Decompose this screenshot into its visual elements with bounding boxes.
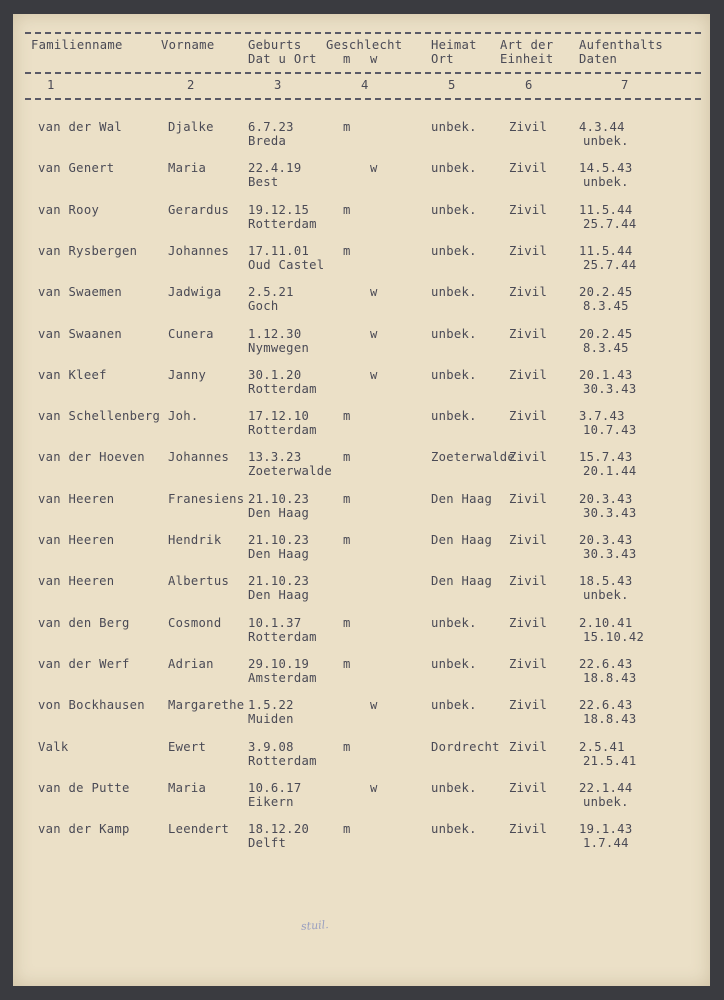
geburtsort-cell: Den Haag	[248, 588, 310, 603]
geschlecht-w-cell: w	[370, 367, 378, 382]
geburtsort-cell: Muiden	[248, 712, 294, 727]
geburtsort-cell: Best	[248, 175, 279, 190]
document-sheet	[13, 14, 710, 986]
geschlecht-m-cell: m	[343, 202, 351, 217]
header-art-der: Art der	[500, 38, 554, 52]
aufenthalt-von-cell: 15.7.43	[579, 450, 633, 465]
aufenthalt-bis-cell: 15.10.42	[583, 629, 645, 644]
vorname-cell: Leendert	[168, 822, 230, 837]
column-number: 4	[361, 78, 369, 92]
geburtsort-cell: Goch	[248, 299, 279, 314]
geburtsdatum-cell: 1.5.22	[248, 698, 294, 713]
header-daten: Daten	[579, 52, 618, 66]
header-geschlecht-w: w	[370, 52, 378, 66]
column-number: 3	[274, 78, 282, 92]
aufenthalt-bis-cell: 30.3.43	[583, 381, 637, 396]
heimat-ort-cell: unbek.	[431, 698, 477, 713]
vorname-cell: Hendrik	[168, 533, 222, 547]
aufenthalt-bis-cell: 21.5.41	[583, 753, 637, 768]
geburtsort-cell: Zoeterwalde	[248, 464, 333, 479]
vorname-cell: Maria	[168, 161, 207, 176]
heimat-ort-cell: unbek.	[431, 120, 477, 134]
familienname-cell: van Heeren	[38, 491, 115, 506]
header-aufenthalts: Aufenthalts	[579, 38, 664, 52]
geburtsdatum-cell: 21.10.23	[248, 574, 310, 589]
aufenthalt-bis-cell: 18.8.43	[583, 712, 637, 727]
art-der-einheit-cell: Zivil	[509, 409, 548, 424]
aufenthalt-von-cell: 3.7.43	[579, 409, 625, 424]
art-der-einheit-cell: Zivil	[509, 326, 548, 341]
handwritten-signature: stuil.	[300, 918, 330, 933]
vorname-cell: Djalke	[168, 120, 214, 134]
art-der-einheit-cell: Zivil	[509, 202, 548, 217]
geburtsort-cell: Rotterdam	[248, 216, 317, 231]
heimat-ort-cell: unbek.	[431, 780, 477, 795]
familienname-cell: van Swaanen	[38, 326, 123, 341]
header-heimat: Heimat	[431, 38, 477, 52]
aufenthalt-bis-cell: 10.7.43	[583, 423, 637, 438]
heimat-ort-cell: Den Haag	[431, 491, 493, 506]
geburtsdatum-cell: 17.12.10	[248, 409, 310, 424]
geschlecht-w-cell: w	[370, 285, 378, 300]
header-einheit: Einheit	[500, 52, 554, 66]
aufenthalt-bis-cell: 30.3.43	[583, 547, 637, 561]
heimat-ort-cell: unbek.	[431, 367, 477, 382]
aufenthalt-bis-cell: unbek.	[583, 175, 629, 190]
geschlecht-m-cell: m	[343, 739, 351, 754]
geburtsdatum-cell: 21.10.23	[248, 491, 310, 506]
heimat-ort-cell: Dordrecht	[431, 739, 500, 754]
header-familienname: Familienname	[31, 38, 123, 52]
art-der-einheit-cell: Zivil	[509, 285, 548, 300]
geschlecht-m-cell: m	[343, 615, 351, 630]
heimat-ort-cell: Den Haag	[431, 533, 493, 547]
aufenthalt-von-cell: 2.5.41	[579, 739, 625, 754]
art-der-einheit-cell: Zivil	[509, 698, 548, 713]
aufenthalt-bis-cell: unbek.	[583, 588, 629, 603]
geschlecht-m-cell: m	[343, 243, 351, 258]
aufenthalt-bis-cell: 25.7.44	[583, 257, 637, 272]
familienname-cell: van der Werf	[38, 656, 130, 671]
geburtsdatum-cell: 17.11.01	[248, 243, 310, 258]
art-der-einheit-cell: Zivil	[509, 161, 548, 176]
heimat-ort-cell: unbek.	[431, 615, 477, 630]
aufenthalt-bis-cell: unbek.	[583, 134, 629, 148]
geburtsort-cell: Amsterdam	[248, 670, 317, 685]
art-der-einheit-cell: Zivil	[509, 491, 548, 506]
vorname-cell: Ewert	[168, 739, 207, 754]
geschlecht-m-cell: m	[343, 491, 351, 506]
geschlecht-m-cell: m	[343, 656, 351, 671]
aufenthalt-von-cell: 20.2.45	[579, 326, 633, 341]
geburtsdatum-cell: 10.1.37	[248, 615, 302, 630]
header-geschlecht-m: m	[343, 52, 351, 66]
geburtsort-cell: Rotterdam	[248, 381, 317, 396]
heimat-ort-cell: Zoeterwalde	[431, 450, 516, 465]
vorname-cell: Joh.	[168, 409, 199, 424]
familienname-cell: van der Hoeven	[38, 450, 145, 465]
geburtsort-cell: Delft	[248, 836, 287, 851]
art-der-einheit-cell: Zivil	[509, 615, 548, 630]
column-number: 1	[47, 78, 55, 92]
header-geburts: Geburts	[248, 38, 302, 52]
vorname-cell: Adrian	[168, 656, 214, 671]
heimat-ort-cell: unbek.	[431, 822, 477, 837]
art-der-einheit-cell: Zivil	[509, 533, 548, 547]
geschlecht-m-cell: m	[343, 533, 351, 547]
vorname-cell: Albertus	[168, 574, 230, 589]
art-der-einheit-cell: Zivil	[509, 450, 548, 465]
top-dashed-rule	[25, 32, 701, 34]
aufenthalt-bis-cell: 25.7.44	[583, 216, 637, 231]
heimat-ort-cell: unbek.	[431, 243, 477, 258]
aufenthalt-bis-cell: 8.3.45	[583, 340, 629, 355]
aufenthalt-bis-cell: 8.3.45	[583, 299, 629, 314]
heimat-ort-cell: unbek.	[431, 285, 477, 300]
art-der-einheit-cell: Zivil	[509, 822, 548, 837]
geburtsort-cell: Nymwegen	[248, 340, 310, 355]
art-der-einheit-cell: Zivil	[509, 120, 548, 134]
header-dashed-rule	[25, 72, 701, 74]
familienname-cell: van Rooy	[38, 202, 100, 217]
geburtsort-cell: Rotterdam	[248, 423, 317, 438]
familienname-cell: Valk	[38, 739, 69, 754]
art-der-einheit-cell: Zivil	[509, 367, 548, 382]
aufenthalt-von-cell: 11.5.44	[579, 202, 633, 217]
vorname-cell: Margarethe	[168, 698, 245, 713]
familienname-cell: van Swaemen	[38, 285, 123, 300]
geschlecht-m-cell: m	[343, 822, 351, 837]
vorname-cell: Janny	[168, 367, 207, 382]
geburtsdatum-cell: 6.7.23	[248, 120, 294, 134]
geburtsort-cell: Den Haag	[248, 505, 310, 520]
geburtsdatum-cell: 19.12.15	[248, 202, 310, 217]
heimat-ort-cell: unbek.	[431, 409, 477, 424]
aufenthalt-von-cell: 11.5.44	[579, 243, 633, 258]
familienname-cell: von Bockhausen	[38, 698, 145, 713]
geschlecht-w-cell: w	[370, 161, 378, 176]
aufenthalt-von-cell: 20.1.43	[579, 367, 633, 382]
aufenthalt-von-cell: 18.5.43	[579, 574, 633, 589]
heimat-ort-cell: unbek.	[431, 326, 477, 341]
aufenthalt-bis-cell: 20.1.44	[583, 464, 637, 479]
aufenthalt-von-cell: 22.1.44	[579, 780, 633, 795]
vorname-cell: Cunera	[168, 326, 214, 341]
familienname-cell: van den Berg	[38, 615, 130, 630]
geburtsdatum-cell: 21.10.23	[248, 533, 310, 547]
aufenthalt-von-cell: 4.3.44	[579, 120, 625, 134]
column-number: 2	[187, 78, 195, 92]
geburtsdatum-cell: 18.12.20	[248, 822, 310, 837]
aufenthalt-von-cell: 20.3.43	[579, 533, 633, 547]
aufenthalt-bis-cell: 18.8.43	[583, 670, 637, 685]
geburtsdatum-cell: 29.10.19	[248, 656, 310, 671]
geburtsort-cell: Oud Castel	[248, 257, 325, 272]
art-der-einheit-cell: Zivil	[509, 656, 548, 671]
vorname-cell: Johannes	[168, 450, 230, 465]
geschlecht-m-cell: m	[343, 450, 351, 465]
aufenthalt-von-cell: 22.6.43	[579, 698, 633, 713]
art-der-einheit-cell: Zivil	[509, 739, 548, 754]
familienname-cell: van Heeren	[38, 533, 115, 547]
header-dat-u-ort: Dat u Ort	[248, 52, 317, 66]
vorname-cell: Johannes	[168, 243, 230, 258]
geburtsdatum-cell: 10.6.17	[248, 780, 302, 795]
aufenthalt-von-cell: 20.3.43	[579, 491, 633, 506]
geschlecht-w-cell: w	[370, 326, 378, 341]
aufenthalt-von-cell: 19.1.43	[579, 822, 633, 837]
geburtsdatum-cell: 13.3.23	[248, 450, 302, 465]
geburtsdatum-cell: 2.5.21	[248, 285, 294, 300]
geburtsort-cell: Eikern	[248, 794, 294, 809]
vorname-cell: Jadwiga	[168, 285, 222, 300]
header-geschlecht: Geschlecht	[326, 38, 403, 52]
header-vorname: Vorname	[161, 38, 215, 52]
familienname-cell: van Kleef	[38, 367, 107, 382]
vorname-cell: Franesiens	[168, 491, 245, 506]
familienname-cell: van Heeren	[38, 574, 115, 589]
geburtsort-cell: Breda	[248, 134, 287, 148]
familienname-cell: van Genert	[38, 161, 115, 176]
aufenthalt-von-cell: 2.10.41	[579, 615, 633, 630]
aufenthalt-von-cell: 14.5.43	[579, 161, 633, 176]
column-number: 7	[621, 78, 629, 92]
geburtsort-cell: Rotterdam	[248, 753, 317, 768]
geschlecht-m-cell: m	[343, 120, 351, 134]
geburtsort-cell: Rotterdam	[248, 629, 317, 644]
familienname-cell: van de Putte	[38, 780, 130, 795]
heimat-ort-cell: unbek.	[431, 202, 477, 217]
heimat-ort-cell: Den Haag	[431, 574, 493, 589]
geburtsdatum-cell: 1.12.30	[248, 326, 302, 341]
geschlecht-w-cell: w	[370, 780, 378, 795]
art-der-einheit-cell: Zivil	[509, 780, 548, 795]
column-number: 5	[448, 78, 456, 92]
geburtsdatum-cell: 22.4.19	[248, 161, 302, 176]
familienname-cell: van der Wal	[38, 120, 123, 134]
aufenthalt-von-cell: 22.6.43	[579, 656, 633, 671]
aufenthalt-bis-cell: 30.3.43	[583, 505, 637, 520]
aufenthalt-bis-cell: unbek.	[583, 794, 629, 809]
column-number: 6	[525, 78, 533, 92]
geburtsdatum-cell: 3.9.08	[248, 739, 294, 754]
numbers-dashed-rule	[25, 98, 701, 100]
vorname-cell: Cosmond	[168, 615, 222, 630]
familienname-cell: van Rysbergen	[38, 243, 138, 258]
header-ort: Ort	[431, 52, 454, 66]
heimat-ort-cell: unbek.	[431, 161, 477, 176]
geburtsdatum-cell: 30.1.20	[248, 367, 302, 382]
geschlecht-w-cell: w	[370, 698, 378, 713]
art-der-einheit-cell: Zivil	[509, 574, 548, 589]
art-der-einheit-cell: Zivil	[509, 243, 548, 258]
heimat-ort-cell: unbek.	[431, 656, 477, 671]
aufenthalt-bis-cell: 1.7.44	[583, 836, 629, 851]
vorname-cell: Gerardus	[168, 202, 230, 217]
geschlecht-m-cell: m	[343, 409, 351, 424]
vorname-cell: Maria	[168, 780, 207, 795]
aufenthalt-von-cell: 20.2.45	[579, 285, 633, 300]
familienname-cell: van der Kamp	[38, 822, 130, 837]
geburtsort-cell: Den Haag	[248, 547, 310, 561]
familienname-cell: van Schellenberg	[38, 409, 161, 424]
